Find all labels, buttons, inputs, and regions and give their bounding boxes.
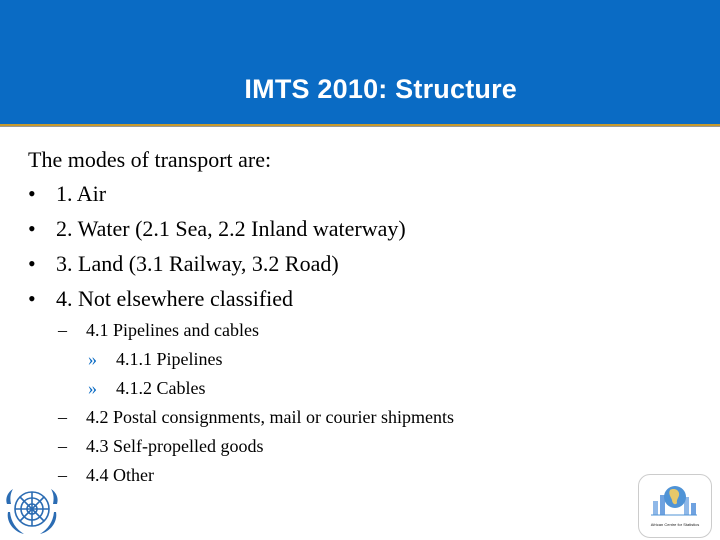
bullet: •: [28, 286, 36, 311]
list-item: [28, 176, 454, 211]
chevron-bullet: »: [88, 349, 97, 369]
dash-bullet: –: [58, 465, 67, 485]
chevron-bullet: »: [88, 378, 97, 398]
sub-sub-list-item-text: 4.1.2 Cables: [116, 378, 206, 398]
dash-bullet: –: [58, 320, 67, 340]
dash-bullet: –: [58, 436, 67, 456]
list-item-text: 4. Not elsewhere classified: [56, 286, 294, 311]
bullet: •: [28, 181, 36, 206]
sub-list-item: [28, 432, 454, 461]
list-item-text: 3. Land (3.1 Railway, 3.2 Road): [56, 251, 339, 276]
statistics-globe-icon: [649, 479, 699, 519]
sub-list-item-text: 4.4 Other: [86, 465, 154, 485]
intro-text: The modes of transport are:: [28, 147, 272, 172]
sub-sub-list-item-text: 4.1.1 Pipelines: [116, 349, 223, 369]
sub-list-item: [28, 461, 454, 490]
badge-caption: African Centre for Statistics: [650, 522, 700, 527]
sub-list-item-text: 4.3 Self-propelled goods: [86, 436, 264, 456]
sub-sub-list-item: [28, 345, 454, 374]
list-item: [28, 211, 454, 246]
header-rule-gray: [0, 126, 720, 127]
slide-title: IMTS 2010: Structure: [244, 74, 517, 104]
sub-list-item-text: 4.1 Pipelines and cables: [86, 320, 259, 340]
sub-list-item-text: 4.2 Postal consignments, mail or courier shipments: [86, 407, 454, 427]
sub-list-item: [28, 403, 454, 432]
dash-bullet: –: [58, 407, 67, 427]
slide-body: [28, 143, 454, 490]
bullet: •: [28, 251, 36, 276]
list-item: [28, 281, 454, 316]
list-item: [28, 246, 454, 281]
list-item-text: 1. Air: [56, 181, 107, 206]
bullet: •: [28, 216, 36, 241]
african-centre-statistics-logo: [638, 474, 712, 538]
list-item-text: 2. Water (2.1 Sea, 2.2 Inland waterway): [56, 216, 406, 241]
sub-list-item: [28, 316, 454, 345]
sub-sub-list-item: [28, 374, 454, 403]
un-emblem-icon: [2, 482, 62, 538]
